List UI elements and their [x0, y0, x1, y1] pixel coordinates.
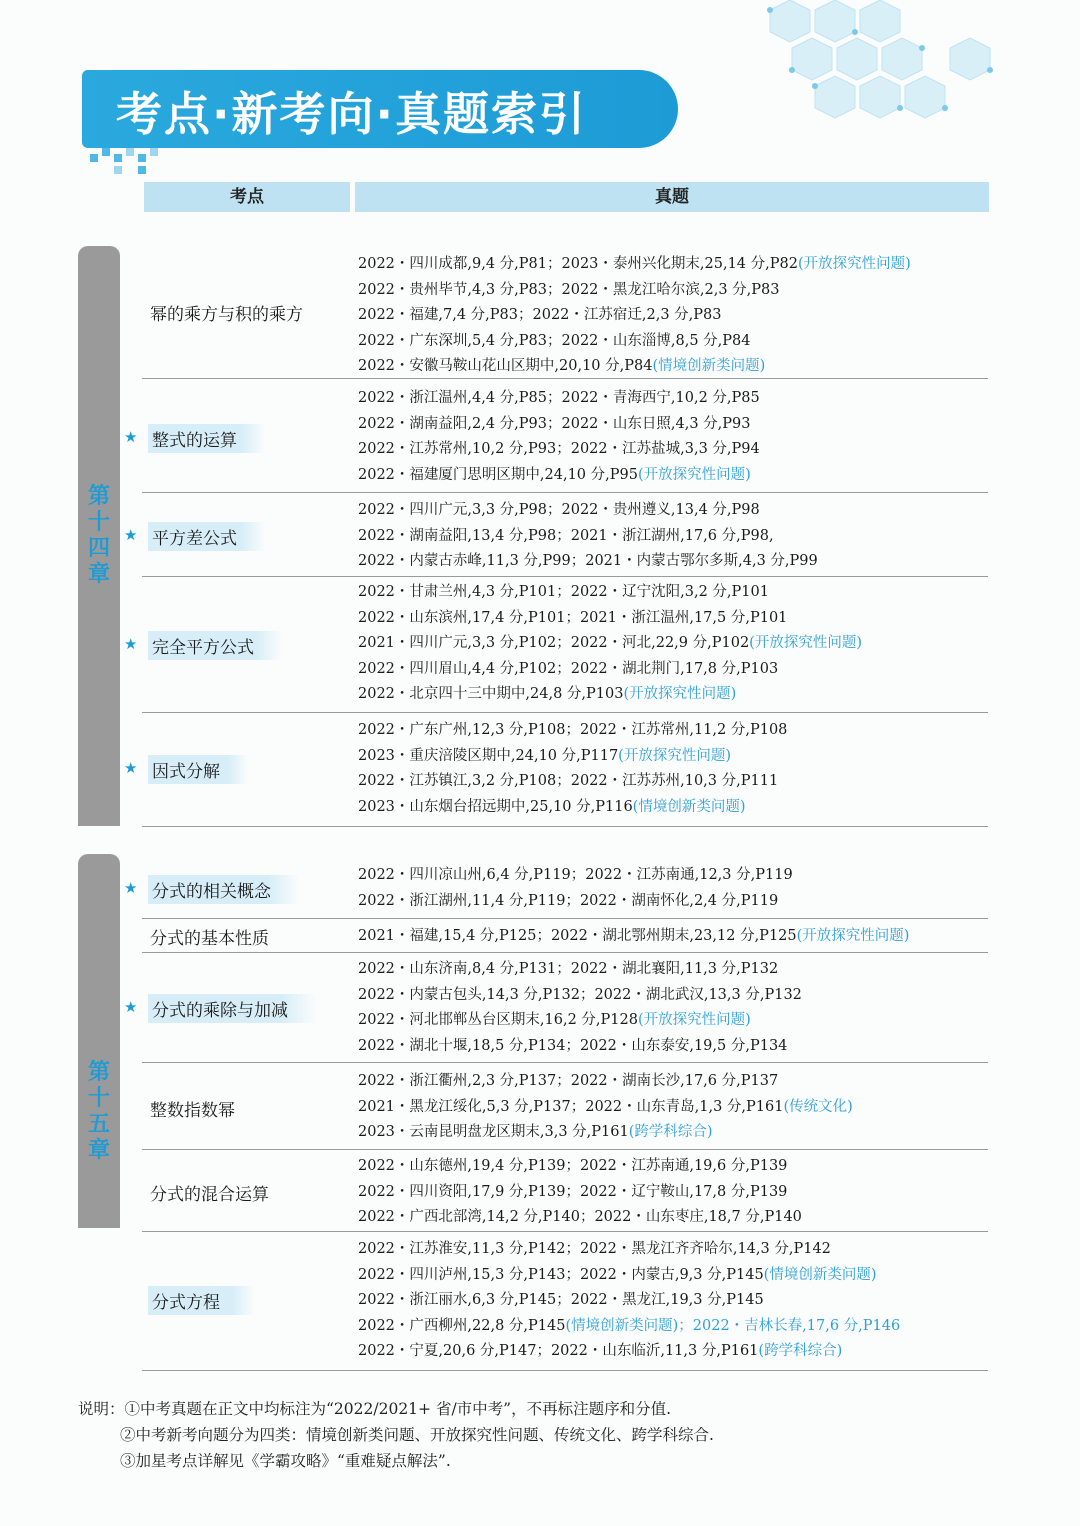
row-divider — [142, 576, 988, 577]
row-divider — [142, 826, 988, 827]
question-list: 2022・四川凉山州,6,4 分,P119；2022・江苏南通,12,3 分,P119 2022・浙江湖州,11,4 分,P119；2022・湖南怀化,2,4 分,P119 — [358, 867, 793, 909]
row-divider — [142, 492, 988, 493]
question-list: 2022・江苏淮安,11,3 分,P142；2022・黑龙江齐齐哈尔,14,3 分,P142 2022・四川泸州,15,3 分,P143；2022・内蒙古,9,3 分,P145(情境创新类问题) 2022・浙江丽水,6,3 分,P145；2022・黑龙江,19,3 分,P145 2022・广西柳州,22,8 分,P145(情境创新类问题)；2022・吉林长春,17,6 分,P146 2022・宁夏,20,6 分,P147；2022・山东临沂,11,3 分,P161(跨学科综合) — [358, 1241, 901, 1359]
question-list: 2022・山东德州,19,4 分,P139；2022・江苏南通,19,6 分,P139 2022・四川资阳,17,9 分,P139；2022・辽宁鞍山,17,8 分,P139 2022・广西北部湾,14,2 分,P140；2022・山东枣庄,18,7 分,P140 — [358, 1158, 802, 1225]
star-icon: ★ — [124, 526, 138, 544]
star-icon: ★ — [124, 998, 138, 1016]
chapter-15-label: 第 十 五 章 — [87, 1060, 110, 1163]
topic-label: 幂的乘方与积的乘方 — [150, 305, 303, 325]
question-list: 2022・广东广州,12,3 分,P108；2022・江苏常州,11,2 分,P108 2023・重庆涪陵区期中,24,10 分,P117(开放探究性问题) 2022・江苏镇江,3,2 分,P108；2022・江苏苏州,10,3 分,P111 2023・山东烟台招远期中,25,10 分,P116(情境创新类问题) — [358, 722, 788, 815]
row-divider — [142, 1231, 988, 1232]
row-divider — [142, 1370, 988, 1371]
hexagon-decoration — [700, 0, 1080, 160]
row-divider — [142, 952, 988, 953]
topic-label: 分式的混合运算 — [150, 1185, 269, 1205]
topic-label: 分式的基本性质 — [150, 929, 269, 949]
row-divider — [142, 378, 988, 379]
row-divider — [142, 918, 988, 919]
question-list: 2021・福建,15,4 分,P125；2022・湖北鄂州期末,23,12 分,P125(开放探究性问题) — [358, 928, 910, 944]
star-icon: ★ — [124, 635, 138, 653]
topic-label: 整式的运算 — [148, 424, 265, 453]
row-divider — [142, 1062, 988, 1063]
note-line: ②中考新考向题分为四类：情境创新类问题、开放探究性问题、传统文化、跨学科综合. — [120, 1426, 714, 1444]
topic-label: 完全平方公式 — [148, 631, 282, 660]
star-icon: ★ — [124, 759, 138, 777]
topic-label: 整数指数幂 — [150, 1101, 235, 1121]
topic-label: 因式分解 — [148, 755, 248, 784]
note-line: ③加星考点详解见《学霸攻略》“重难疑点解法”. — [120, 1452, 451, 1470]
question-list: 2022・山东济南,8,4 分,P131；2022・湖北襄阳,11,3 分,P132 2022・内蒙古包头,14,3 分,P132；2022・湖北武汉,13,3 分,P132 2022・河北邯郸丛台区期末,16,2 分,P128(开放探究性问题) 2022・湖北十堰,18,5 分,P134；2022・山东泰安,19,5 分,P134 — [358, 961, 802, 1054]
star-icon: ★ — [124, 879, 138, 897]
footnotes — [78, 1396, 714, 1474]
row-divider — [142, 1149, 988, 1150]
question-list: 2022・浙江衢州,2,3 分,P137；2022・湖南长沙,17,6 分,P137 2021・黑龙江绥化,5,3 分,P137；2022・山东青岛,1,3 分,P161(传统文化) 2023・云南昆明盘龙区期末,3,3 分,P161(跨学科综合) — [358, 1073, 853, 1140]
topic-label: 分式方程 — [148, 1286, 254, 1315]
question-list: 2022・浙江温州,4,4 分,P85；2022・青海西宁,10,2 分,P85 2022・湖南益阳,2,4 分,P93；2022・山东日照,4,3 分,P93 2022・江苏常州,10,2 分,P93；2022・江苏盐城,3,3 分,P94 2022・福建厦门思明区期中,24,10 分,P95(开放探究性问题) — [358, 390, 760, 483]
question-list: 2022・甘肃兰州,4,3 分,P101；2022・辽宁沈阳,3,2 分,P101 2022・山东滨州,17,4 分,P101；2021・浙江温州,17,5 分,P101 2021・四川广元,3,3 分,P102；2022・河北,22,9 分,P102(开放探究性问题) 2022・四川眉山,4,4 分,P102；2022・湖北荆门,17,8 分,P103 2022・北京四十三中期中,24,8 分,P103(开放探究性问题) — [358, 584, 862, 702]
topic-label: 平方差公式 — [148, 522, 265, 551]
star-icon: ★ — [124, 428, 138, 446]
question-list: 2022・四川成都,9,4 分,P81；2023・泰州兴化期末,25,14 分,P82(开放探究性问题) 2022・贵州毕节,4,3 分,P83；2022・黑龙江哈尔滨,2,3 分,P83 2022・福建,7,4 分,P83；2022・江苏宿迁,2,3 分,P83 2022・广东深圳,5,4 分,P83；2022・山东淄博,8,5 分,P84 2022・安徽马鞍山花山区期中,20,10 分,P84(情境创新类问题) — [358, 256, 911, 374]
page-title: 考点·新考向·真题索引 — [116, 87, 587, 141]
topic-label: 分式的乘除与加减 — [148, 994, 316, 1023]
chapter-15-bar — [78, 854, 120, 1228]
chapter-14-label: 第 十 四 章 — [87, 484, 110, 587]
question-list: 2022・四川广元,3,3 分,P98；2022・贵州遵义,13,4 分,P98 2022・湖南益阳,13,4 分,P98；2021・浙江湖州,17,6 分,P98, 2022・内蒙古赤峰,11,3 分,P99；2021・内蒙古鄂尔多斯,4,3 分,P99 — [358, 502, 818, 569]
note-line: 说明：①中考真题在正文中均标注为“2022/2021+ 省/市中考”，不再标注题序和分值. — [78, 1400, 672, 1418]
column-header-questions: 真题 — [355, 182, 989, 212]
topic-label: 分式的相关概念 — [148, 875, 299, 904]
row-divider — [142, 712, 988, 713]
column-header-topic: 考点 — [144, 182, 350, 212]
